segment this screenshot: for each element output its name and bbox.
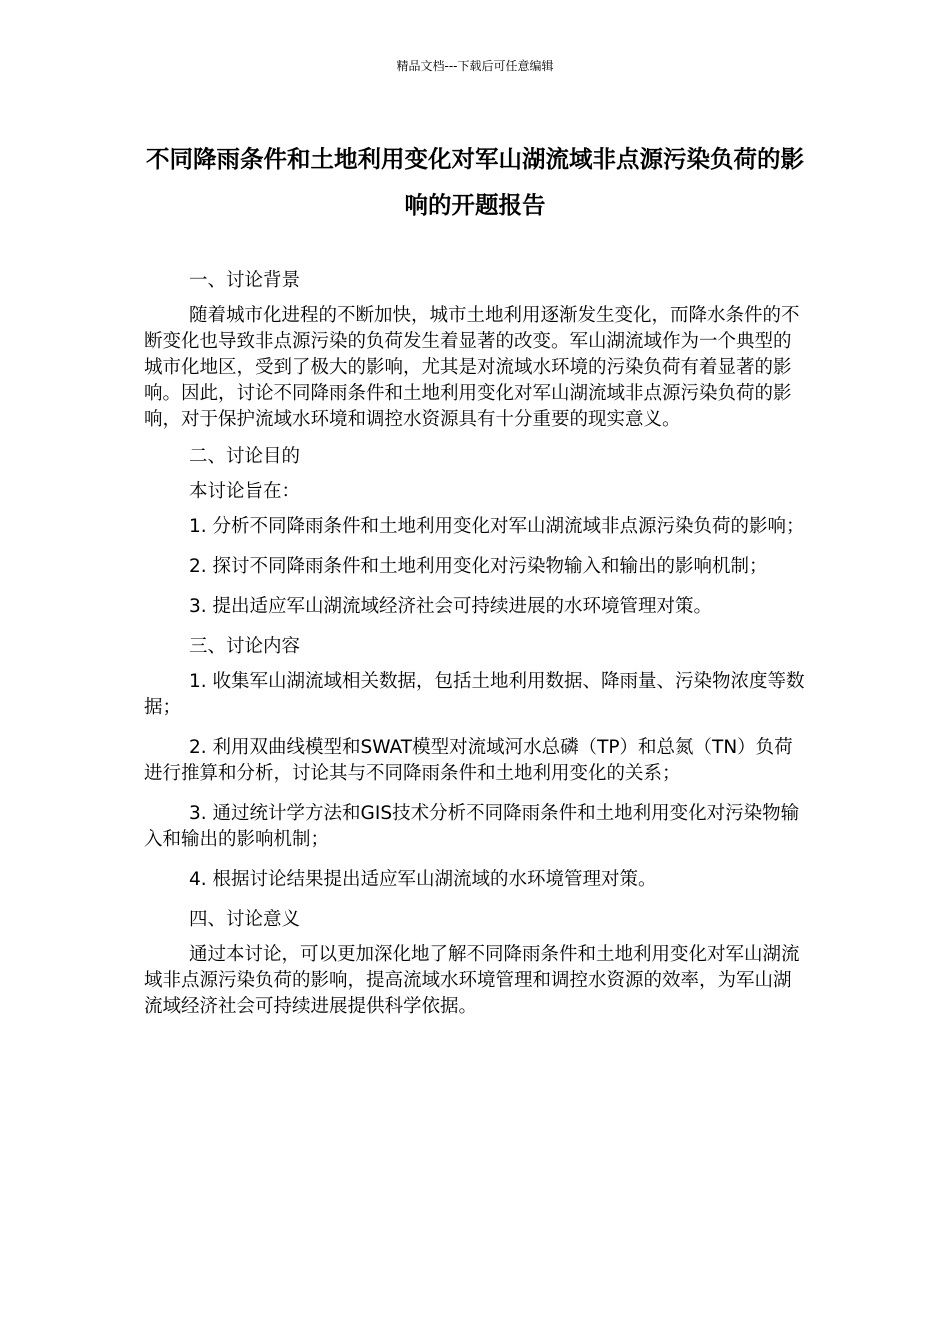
- section-heading: 二、讨论目的: [189, 446, 301, 467]
- page-header-note: 精品文档---下载后可任意编辑: [396, 59, 554, 73]
- body-paragraph: 通过本讨论，可以更加深化地了解不同降雨条件和土地利用变化对军山湖流域非点源污染负荷的影响，提高流域水环境管理和调控水资源的效率，为军山湖流域经济社会可持续进展提供科学依据。: [144, 944, 800, 1017]
- list-item: 3. 提出适应军山湖流域经济社会可持续进展的水环境管理对策。: [189, 596, 713, 617]
- list-item: 2. 探讨不同降雨条件和土地利用变化对污染物输入和输出的影响机制；: [189, 556, 768, 577]
- list-item: 3. 通过统计学方法和GIS技术分析不同降雨条件和土地利用变化对污染物输入和输出的影响机制；: [144, 803, 800, 850]
- document-body: [144, 268, 808, 1031]
- list-item: 2. 利用双曲线模型和SWAT模型对流域河水总磷（TP）和总氮（TN）负荷进行推算和分析，讨论其与不同降雨条件和土地利用变化的关系；: [144, 737, 793, 784]
- section-significance: [144, 907, 808, 1031]
- body-paragraph: 随着城市化进程的不断加快，城市土地利用逐渐发生变化，而降水条件的不断变化也导致非点源污染的负荷发生着显著的改变。军山湖流域作为一个典型的城市化地区，受到了极大的影响，尤其是对流域水环境的污染负荷有着显著的影响。因此，讨论不同降雨条件和土地利用变化对军山湖流域非点源污染负荷的影响，对于保护流域水环境和调控水资源具有十分重要的现实意义。: [144, 305, 800, 430]
- section-heading: 三、讨论内容: [189, 636, 301, 657]
- list-item: 4. 根据讨论结果提出适应军山湖流域的水环境管理对策。: [189, 869, 657, 890]
- section-heading: 一、讨论背景: [189, 270, 301, 291]
- document-title: 不同降雨条件和土地利用变化对军山湖流域非点源污染负荷的影响的开题报告: [146, 145, 804, 219]
- section-heading: 四、讨论意义: [189, 909, 301, 930]
- section-background: [144, 268, 808, 444]
- list-item: 1. 分析不同降雨条件和土地利用变化对军山湖流域非点源污染负荷的影响；: [189, 516, 805, 537]
- list-item: 1. 收集军山湖流域相关数据，包括土地利用数据、降雨量、污染物浓度等数据；: [144, 671, 805, 718]
- section-content: [144, 634, 808, 907]
- section-purpose: [144, 444, 808, 634]
- section-intro: 本讨论旨在：: [189, 481, 301, 502]
